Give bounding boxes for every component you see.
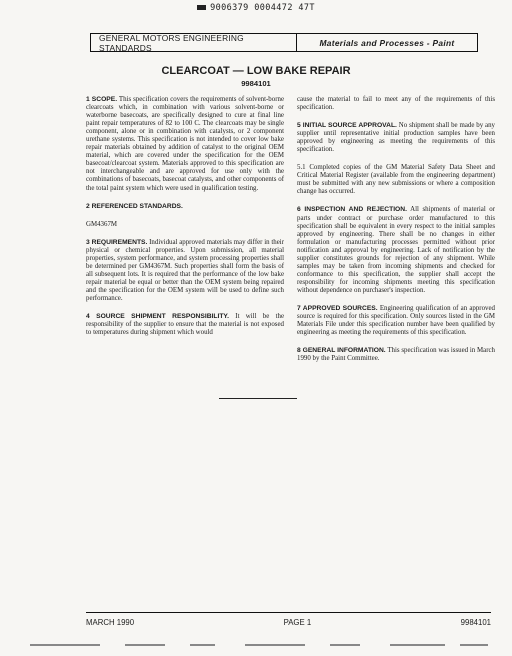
page-code-text: 9006379 0004472 47T bbox=[210, 3, 315, 13]
end-rule bbox=[219, 398, 297, 399]
section-text: All shipments of material or parts under contract or purchase order manufactured to this specification shall be equivalent in every respect to the initial samples approved by engineering. There shall be no changes in either formulation or manufacturing processes permitted without prior notification and approval by engineering. Lack of notification by the supplier constitutes grounds for rejection of any shipment. While samples may be taken from incoming shipments and checked for conformance to this specification, the supplier shall accept the responsibility for incoming shipments meeting this specification without dependence on purchaser's inspection. bbox=[297, 206, 496, 294]
section-heading: 5 INITIAL SOURCE APPROVAL. bbox=[297, 122, 397, 130]
section-heading: 1 SCOPE. bbox=[86, 96, 118, 103]
section-text: Individual approved materials may differ in their physical or chemical properties. Upon submission, all material properties, system performance, and system processing properties shall be determined per GM4367M. Such properties shall form the basis of all subsequent lots. It is required that the performance of the low bake repair material be equal or better than the OEM system being repaired and the specification for the OEM system will be used to define such performance. bbox=[86, 238, 284, 302]
section-text: It will be the responsibility of the supplier to ensure that the material is not exposed to temperatures during shipment which would bbox=[86, 313, 284, 337]
footer-spec-number: 9984101 bbox=[460, 617, 491, 627]
document-title: CLEARCOAT — LOW BAKE REPAIR bbox=[161, 65, 351, 77]
right-column bbox=[297, 96, 495, 373]
section-heading: 4 SOURCE SHIPMENT RESPONSIBILITY. bbox=[86, 313, 229, 321]
section-scope bbox=[86, 96, 284, 193]
section-shipment-continued: cause the material to fail to meet any of the requirements of this specification. bbox=[297, 96, 495, 112]
section-heading: 7 APPROVED SOURCES. bbox=[297, 304, 378, 312]
section-heading: 8 GENERAL INFORMATION. bbox=[297, 347, 386, 355]
section-initial-source-approval bbox=[297, 122, 495, 154]
footer-date: MARCH 1990 bbox=[86, 617, 135, 627]
header-organization: GENERAL MOTORS ENGINEERING STANDARDS bbox=[99, 32, 244, 53]
section-text: Engineering qualification of an approved source is required for this specification. Only sources listed in the GM Materials File under this specification number have been qualified by engineering as meeting the requirements of this specification. bbox=[297, 304, 495, 337]
section-text: This specification covers the requirements of solvent-borne clearcoats which, in combination with various solvent-borne or waterborne basecoats, are specifically designed to cure at final line paint repair temperatures of 82 to 100 C. The clearcoats may be single component, alone or in combination with catalysts, or 2 component urethane systems. This specification is not intended to cover low bake repair materials obtained by addition of catalyst to the original OEM material, which are covered under the specification for the OEM basecoat/clearcoat system. Materials approved to this specification are not interchangeable and are approved for use only with the combinations of basecoats, basecoat catalysts, and other components of the total paint system which were used in qualification testing. bbox=[86, 96, 284, 192]
subsection-msds: 5.1 Completed copies of the GM Material Safety Data Sheet and Critical Material Register (available from the engineering department) must be submitted with any new submissions or where a composition change has occurred. bbox=[297, 164, 495, 196]
scan-artifact bbox=[30, 644, 490, 648]
section-shipment-responsibility bbox=[86, 313, 284, 337]
section-inspection-rejection bbox=[297, 206, 495, 295]
section-text: No shipment shall be made by any supplier until representative initial production samples have been approved by engineering as meeting the requirements of this specification. bbox=[297, 122, 495, 154]
section-heading: 2 REFERENCED STANDARDS. bbox=[86, 202, 183, 210]
section-heading: 3 REQUIREMENTS. bbox=[86, 238, 148, 246]
page-code bbox=[0, 3, 512, 13]
section-heading: 6 INSPECTION AND REJECTION. bbox=[297, 206, 407, 214]
section-referenced-standards bbox=[86, 203, 284, 211]
section-general-information bbox=[297, 347, 495, 363]
page-footer bbox=[86, 612, 491, 631]
left-column bbox=[86, 96, 284, 347]
section-requirements bbox=[86, 239, 284, 303]
section-approved-sources bbox=[297, 305, 495, 337]
document-header bbox=[90, 33, 478, 52]
barcode-mark bbox=[197, 5, 206, 10]
section-text: This specification was issued in March 1990 by the Paint Committee. bbox=[297, 347, 495, 363]
header-category: Materials and Processes - Paint bbox=[296, 34, 477, 51]
footer-page-number: PAGE 1 bbox=[283, 617, 312, 627]
document-number: 9984101 bbox=[241, 79, 271, 88]
referenced-standard-item: GM4367M bbox=[86, 220, 118, 228]
